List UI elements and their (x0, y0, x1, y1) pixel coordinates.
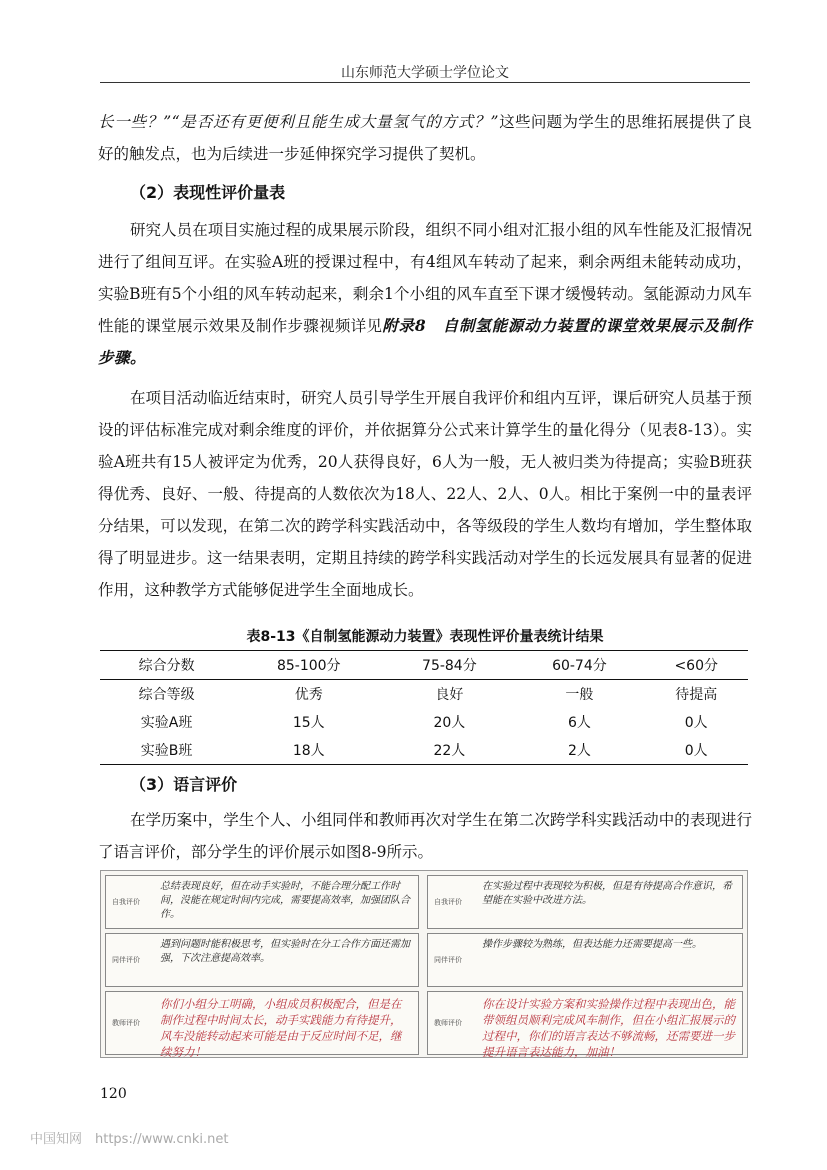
performance-paragraph-1 (98, 214, 752, 374)
table-cell: 实验A班 (140, 715, 193, 731)
intro-quote: 长一些？”“是否还有更便利且能生成大量氢气的方式？” (98, 113, 499, 131)
table-cell: <60分 (644, 651, 748, 680)
table-cell: 一般 (565, 687, 594, 703)
table-cell: 综合等级 (138, 687, 195, 703)
handwritten-comment: 在实验过程中表现较为积极，但是有待提高合作意识，希望能在实验中改进方法。 (482, 881, 732, 906)
table-row (100, 651, 748, 680)
left-peer-evaluation-panel (105, 933, 419, 987)
right-self-evaluation-panel (427, 875, 743, 929)
table-cell: 60-74分 (514, 651, 644, 680)
section-heading-performance-scale: （2）表现性评价量表 (130, 183, 286, 202)
table-cell: 优秀 (294, 687, 323, 703)
table-cell: 6人 (567, 715, 591, 731)
table-cell: 22人 (384, 736, 514, 765)
intro-rest: 这些问题为学生的思维拓展提供了良好的触发点，也为后续进一步延伸探究学习提供了契机。 (98, 113, 752, 163)
intro-paragraph (98, 106, 752, 170)
table-row (100, 736, 748, 765)
left-teacher-evaluation-panel (105, 991, 419, 1059)
table-cell: 实验B班 (100, 736, 233, 765)
table-cell: 0人 (644, 736, 748, 765)
table-cell: 85-100分 (233, 651, 384, 680)
section-heading-language-evaluation: （3）语言评价 (130, 775, 238, 794)
p1-text: 研究人员在项目实施过程的成果展示阶段，组织不同小组对汇报小组的风车性能及汇报情况进行了组间互评。在实验A班的授课过程中，有4组风车转动了起来，剩余两组未能转动成功，实验B班有5个小组的风车转动起来，剩余1个小组的风车直至下课才缓慢转动。氢能源动力风车性能的课堂展示效果及制作步骤视频详见 (98, 221, 752, 335)
right-teacher-evaluation-panel (427, 991, 743, 1059)
cnki-watermark: 中国知网 https://www.cnki.net (30, 1132, 229, 1147)
student-evaluation-figure (100, 870, 748, 1058)
table-cell: 15人 (292, 715, 325, 731)
left-self-evaluation-panel (105, 875, 419, 929)
p2-text: 在项目活动临近结束时，研究人员引导学生开展自我评价和组内互评，课后研究人员基于预设的评估标准完成对剩余维度的评价，并依据算分公式来计算学生的量化得分（见表8-13）。实验A班共有15人被评定为优秀，20人获得良好，6人为一般，无人被归类为待提高；实验B班获得优秀、良好、一般、待提高的人数依次为18人、22人、2人、0人。相比于案例一中的量表评分结果，可以发现，在第二次的跨学科实践活动中，各等级段的学生人数均有增加，学生整体取得了明显进步。这一结果表明，定期且持续的跨学科实践活动对学生的长远发展具有显著的促进作用，这种教学方式能够促进学生全面地成长。 (98, 389, 752, 599)
table-cell: 0人 (684, 715, 708, 731)
language-paragraph (98, 804, 752, 868)
page-number: 120 (100, 1086, 127, 1102)
handwritten-comment: 遇到问题时能积极思考，但实验时在分工合作方面还需加强，下次注意提高效率。 (160, 939, 410, 964)
score-table (100, 650, 748, 765)
panel-label: 自我评价 (434, 898, 462, 906)
table-cell: 2人 (514, 736, 644, 765)
table-row (100, 680, 748, 709)
panel-label: 自我评价 (112, 898, 140, 906)
handwritten-comment: 操作步骤较为熟练，但表达能力还需要提高一些。 (482, 939, 702, 950)
table-cell: 75-84分 (384, 651, 514, 680)
handwritten-comment: 你们小组分工明确，小组成员积极配合，但是在制作过程中时间太长，动手实践能力有待提升，风车没能转动起来可能是由于反应时间不足，继续努力！ (160, 997, 402, 1059)
running-header-title: 山东师范大学硕士学位论文 (341, 65, 509, 81)
table-cell: 20人 (433, 715, 466, 731)
handwritten-comment: 总结表现良好，但在动手实验时，不能合理分配工作时间，没能在规定时间内完成，需要提高效率，加强团队合作。 (160, 881, 410, 920)
table-cell: 良好 (435, 687, 464, 703)
performance-paragraph-2 (98, 382, 752, 606)
panel-label: 教师评价 (434, 1019, 462, 1027)
appendix-reference: 附录8 自制氢能源动力装置的课堂效果展示及制作步骤。 (98, 316, 752, 367)
right-peer-evaluation-panel (427, 933, 743, 987)
header-rule (100, 82, 750, 83)
table-row (100, 708, 748, 736)
handwritten-comment: 你在设计实验方案和实验操作过程中表现出色，能带领组员顺利完成风车制作，但在小组汇报展示的过程中，你们的语言表达不够流畅，还需要进一步提升语言表达能力，加油！ (482, 997, 735, 1059)
language-text: 在学历案中，学生个人、小组同伴和教师再次对学生在第二次跨学科实践活动中的表现进行了语言评价，部分学生的评价展示如图8-9所示。 (98, 811, 752, 861)
table-cell: 综合分数 (100, 651, 233, 680)
table-cell: 待提高 (675, 687, 718, 703)
panel-label: 同伴评价 (434, 956, 462, 964)
table-cell: 18人 (233, 736, 384, 765)
panel-label: 同伴评价 (112, 956, 140, 964)
panel-label: 教师评价 (112, 1019, 140, 1027)
table-caption: 表8-13《自制氢能源动力装置》表现性评价量表统计结果 (246, 629, 604, 645)
